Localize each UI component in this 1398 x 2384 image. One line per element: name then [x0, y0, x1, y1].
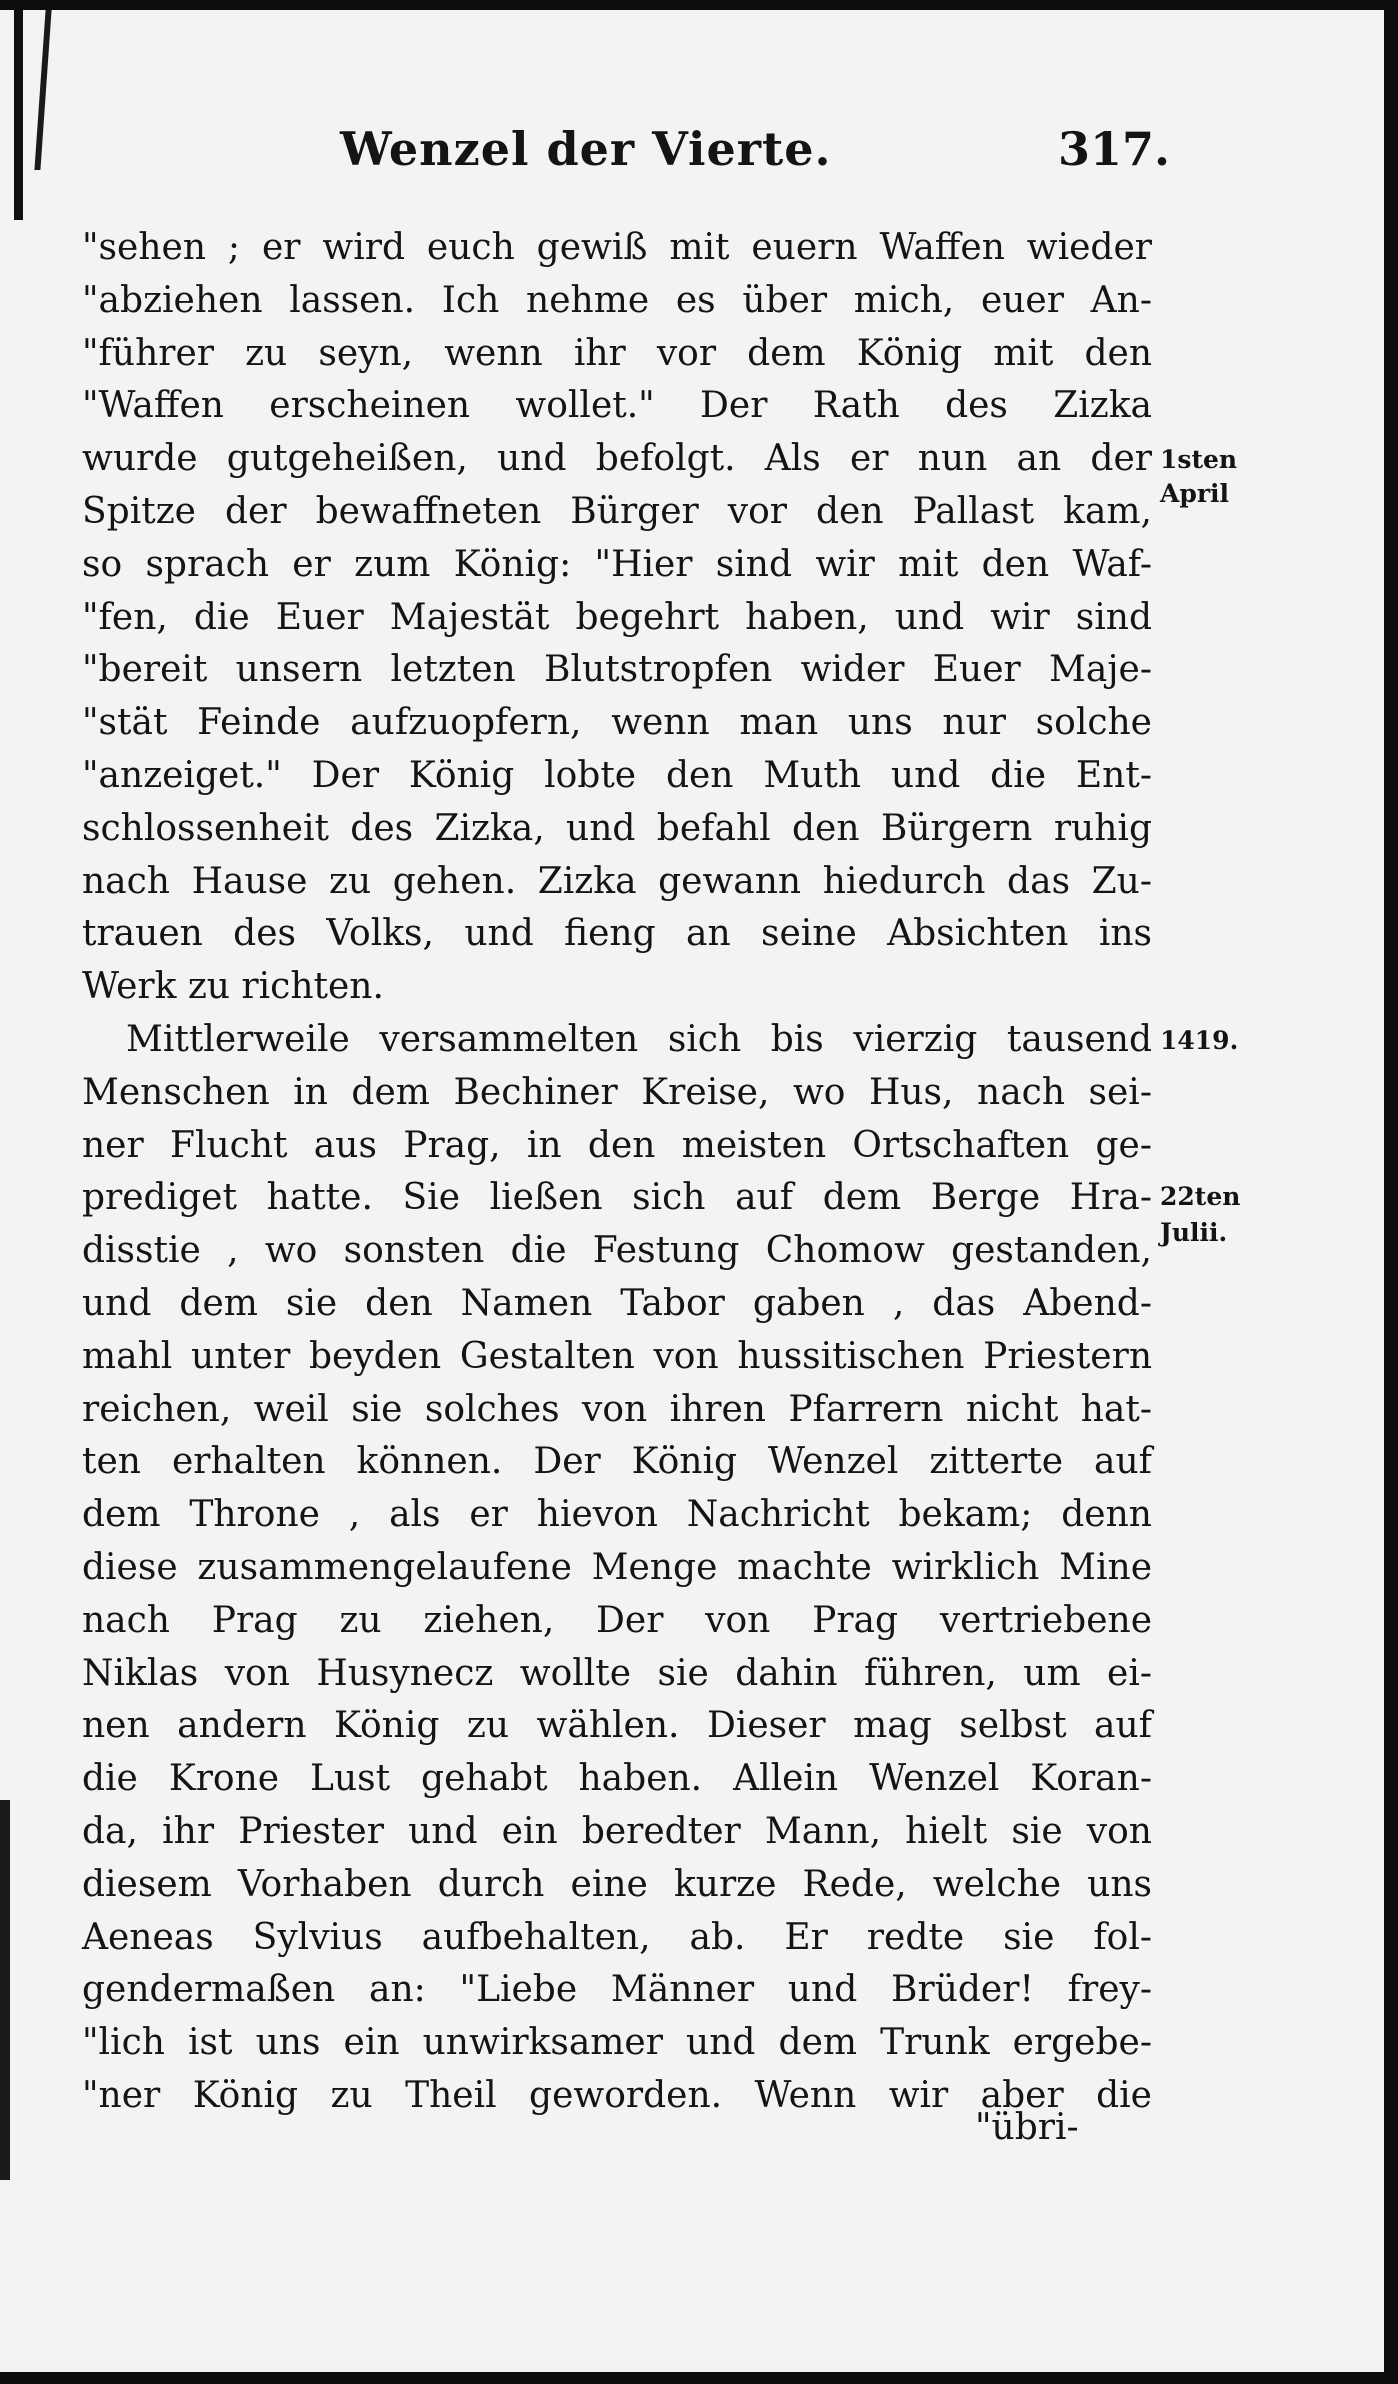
margin-note-date: 22ten	[1160, 1182, 1241, 1211]
text-line: Menschen in dem Bechiner Kreise, wo Hus, nach sei-	[82, 1071, 1152, 1113]
margin-note-date: 1sten	[1160, 445, 1238, 474]
text-line: ten erhalten können. Der König Wenzel zitterte auf	[82, 1441, 1152, 1483]
text-line: nach Hause zu gehen. Zizka gewann hiedurch das Zu-	[82, 860, 1152, 902]
text-line: da, ihr Priester und ein beredter Mann, hielt sie von	[82, 1810, 1152, 1852]
text-line: ner Flucht aus Prag, in den meisten Ortschaften ge-	[82, 1124, 1152, 1166]
text-line: wurde gutgeheißen, und befolgt. Als er nun an der	[82, 438, 1152, 480]
text-line: reichen, weil sie solches von ihren Pfarrern nicht hat-	[82, 1388, 1152, 1430]
binding-edge-shadow	[14, 10, 23, 220]
page-header	[340, 122, 1170, 192]
paragraph-end-line: Werk zu richten.	[82, 966, 384, 1008]
text-line: "lich ist uns ein unwirksamer und dem Trunk ergebe-	[82, 2022, 1152, 2064]
text-line: Niklas von Husynecz wollte sie dahin führen, um ei-	[82, 1652, 1152, 1694]
text-line: "ner König zu Theil geworden. Wenn wir aber die	[82, 2074, 1152, 2116]
body-text	[82, 222, 1152, 2123]
catchword: "übri-	[975, 2107, 1079, 2148]
text-line: diesem Vorhaben durch eine kurze Rede, welche uns	[82, 1863, 1152, 1905]
text-line: diese zusammengelaufene Menge machte wirklich Mine	[82, 1546, 1152, 1588]
text-line: "anzeiget." Der König lobte den Muth und die Ent-	[82, 754, 1152, 796]
text-line: "bereit unsern letzten Blutstropfen wider Euer Maje-	[82, 649, 1152, 691]
text-line: schlossenheit des Zizka, und befahl den Bürgern ruhig	[82, 807, 1152, 849]
text-line: disstie , wo sonsten die Festung Chomow gestanden,	[82, 1230, 1152, 1272]
text-line: "stät Feinde aufzuopfern, wenn man uns nur solche	[82, 702, 1152, 744]
text-line: prediget hatte. Sie ließen sich auf dem Berge Hra-	[82, 1177, 1152, 1219]
page-edge-mark	[0, 1800, 10, 2180]
text-line: und dem sie den Namen Tabor gaben , das Abend-	[82, 1282, 1152, 1324]
text-line: nach Prag zu ziehen, Der von Prag vertriebene	[82, 1599, 1152, 1641]
text-line: "sehen ; er wird euch gewiß mit euern Waffen wieder	[82, 227, 1152, 268]
text-line: die Krone Lust gehabt haben. Allein Wenzel Koran-	[82, 1758, 1152, 1800]
text-line: Spitze der bewaffneten Bürger vor den Pallast kam,	[82, 490, 1152, 532]
text-line: so sprach er zum König: "Hier sind wir mit den Waf-	[82, 543, 1152, 585]
text-line: trauen des Volks, und fieng an seine Absichten ins	[82, 913, 1152, 955]
text-line: "abziehen lassen. Ich nehme es über mich, euer An-	[82, 279, 1152, 321]
text-line: nen andern König zu wählen. Dieser mag selbst auf	[82, 1705, 1152, 1747]
margin-note-month: Julii.	[1160, 1218, 1228, 1247]
text-line: gendermaßen an: "Liebe Männer und Brüder! frey-	[82, 1969, 1152, 2011]
text-line: "Waffen erscheinen wollet." Der Rath des Zizka	[82, 385, 1152, 427]
running-title: Wenzel der Vierte.	[340, 122, 832, 176]
margin-note-year: 1419.	[1160, 1026, 1239, 1055]
text-line: mahl unter beyden Gestalten von hussitischen Priestern	[82, 1335, 1152, 1377]
binding-edge-shadow-secondary	[34, 10, 51, 170]
text-line: dem Throne , als er hievon Nachricht bekam; denn	[82, 1494, 1152, 1536]
margin-note-month: April	[1160, 479, 1230, 508]
book-page	[0, 10, 1384, 2372]
paragraph-start-line: Mittlerweile versammelten sich bis vierzig tausend	[126, 1018, 1152, 1060]
page-number: 317.	[1057, 122, 1170, 176]
text-line: "fen, die Euer Majestät begehrt haben, und wir sind	[82, 596, 1152, 638]
text-line: Aeneas Sylvius aufbehalten, ab. Er redte sie fol-	[82, 1916, 1152, 1958]
text-line: "führer zu seyn, wenn ihr vor dem König mit den	[82, 332, 1152, 374]
